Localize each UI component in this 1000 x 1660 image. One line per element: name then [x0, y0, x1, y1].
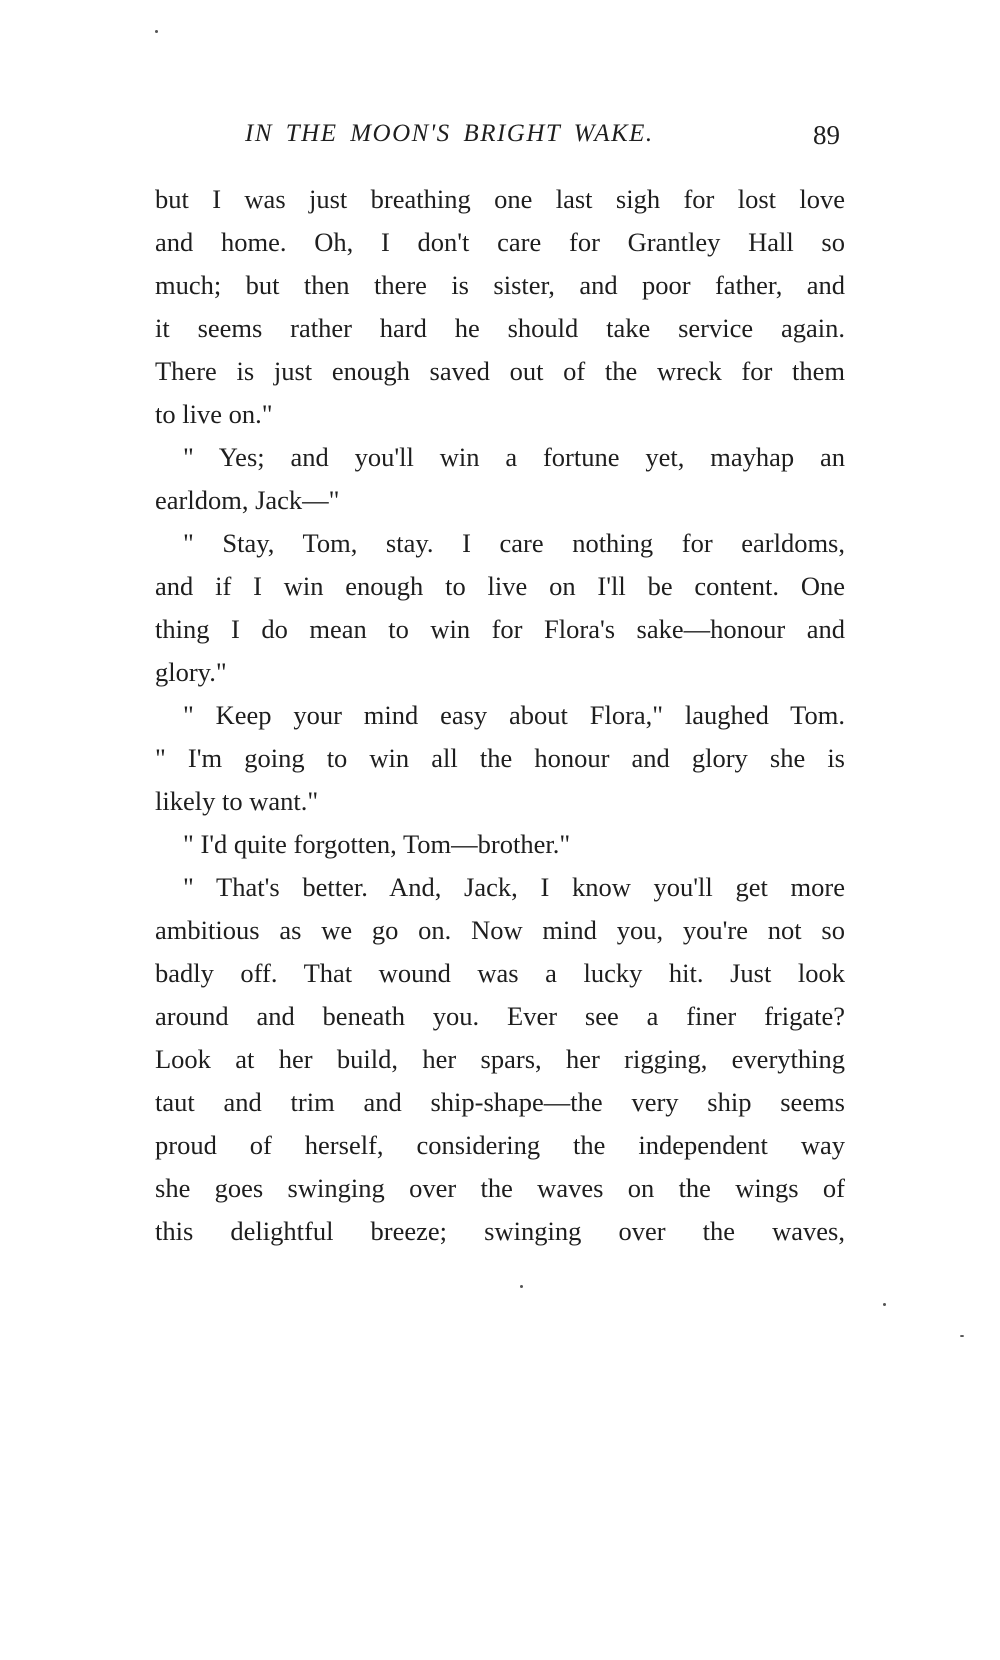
- text-line: glory.": [155, 657, 227, 687]
- text-line: " Keep your mind easy about Flora," laughed Tom.: [183, 700, 845, 730]
- text-line: ambitious as we go on. Now mind you, you're not so: [155, 915, 845, 945]
- text-line: much; but then there is sister, and poor father, and: [155, 270, 845, 300]
- text-line: " That's better. And, Jack, I know you'll get more: [183, 872, 845, 902]
- text-line: and home. Oh, I don't care for Grantley Hall so: [155, 227, 845, 257]
- running-head: [150, 120, 840, 160]
- text-line: taut and trim and ship-shape—the very ship seems: [155, 1087, 845, 1117]
- text-line: " I'm going to win all the honour and glory she is: [155, 743, 845, 773]
- text-line: and if I win enough to live on I'll be content. One: [155, 571, 845, 601]
- text-line: she goes swinging over the waves on the wings of: [155, 1173, 845, 1203]
- scan-speck: [520, 1285, 523, 1288]
- text-line: likely to want.": [155, 786, 319, 816]
- text-line: " Stay, Tom, stay. I care nothing for earldoms,: [183, 528, 845, 558]
- text-line: it seems rather hard he should take service again.: [155, 313, 845, 343]
- body-text: [155, 178, 845, 1253]
- text-line: earldom, Jack—": [155, 485, 340, 515]
- scan-speck: [883, 1303, 886, 1306]
- scan-speck: [155, 30, 158, 33]
- text-line: " I'd quite forgotten, Tom—brother.": [183, 829, 571, 859]
- text-line: badly off. That wound was a lucky hit. Just look: [155, 958, 845, 988]
- text-line: There is just enough saved out of the wreck for them: [155, 356, 845, 386]
- text-line: around and beneath you. Ever see a finer frigate?: [155, 1001, 845, 1031]
- text-line: but I was just breathing one last sigh for lost love: [155, 184, 845, 214]
- page-number: 89: [813, 120, 840, 150]
- text-line: proud of herself, considering the independent way: [155, 1130, 845, 1160]
- text-line: to live on.": [155, 399, 273, 429]
- text-line: Look at her build, her spars, her rigging, everything: [155, 1044, 845, 1074]
- text-line: thing I do mean to win for Flora's sake—honour and: [155, 614, 845, 644]
- text-line: " Yes; and you'll win a fortune yet, mayhap an: [183, 442, 845, 472]
- text-line: this delightful breeze; swinging over the waves,: [155, 1216, 845, 1246]
- scan-speck: [960, 1335, 964, 1337]
- running-title: IN THE MOON'S BRIGHT WAKE.: [245, 120, 654, 147]
